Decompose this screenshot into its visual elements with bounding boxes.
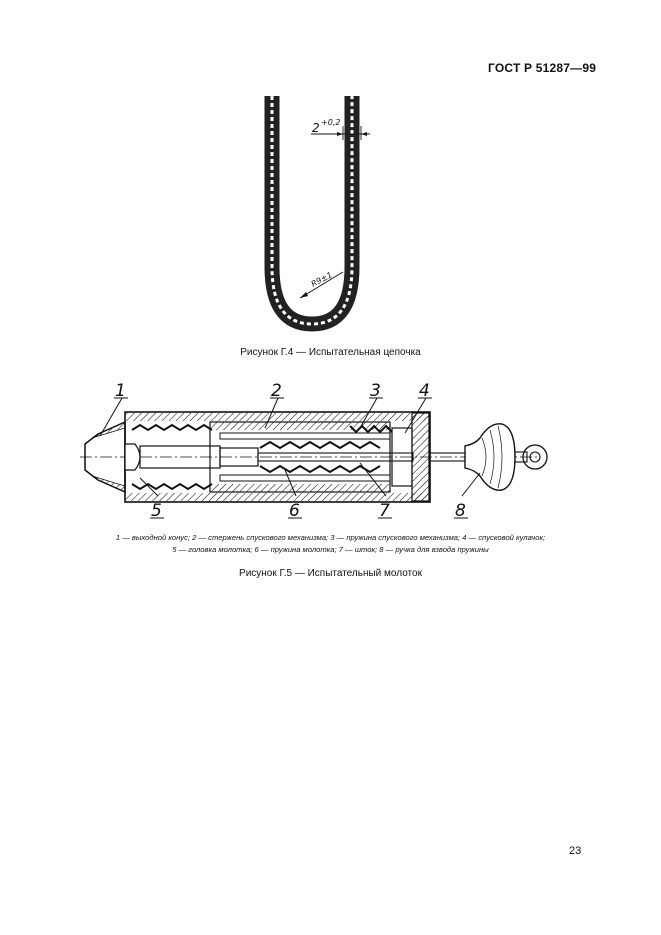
callout-4: 4 [419,381,430,401]
figure5-caption: Рисунок Г.5 — Испытательный молоток [239,568,422,579]
release-rod [220,433,390,439]
page-number: 23 [569,845,582,857]
width-dimension-text: 2 [312,121,320,135]
callout-1: 1 [115,381,126,401]
width-tolerance-text: +0,2 [321,118,341,127]
callout-5: 5 [151,501,162,521]
figure4-caption: Рисунок Г.4 — Испытательная цепочка [240,347,421,358]
test-hammer-figure [70,378,570,526]
rear-cap [412,413,429,501]
callout-2: 2 [271,381,282,401]
cocking-handle [465,424,515,490]
radius-dimension-text: R9±1 [309,270,334,289]
callout-3: 3 [370,381,381,401]
callout-8: 8 [455,501,466,521]
callout-6: 6 [289,501,300,521]
callout-7: 7 [379,501,390,521]
hammer-head [125,444,140,470]
figure5-legend-line2: 5 — головка молотка; 6 — пружина молотка; 7 — шток; 8 — ручка для взвода пружины [172,545,489,554]
figure5-legend-line1: 1 — выходной конус; 2 — стержень спускового механизма; 3 — пружина спускового механизма; 4 — спусковой кулачок; [115,533,546,542]
standard-header: ГОСТ Р 51287—99 [488,61,597,75]
test-chain-figure [255,92,385,342]
